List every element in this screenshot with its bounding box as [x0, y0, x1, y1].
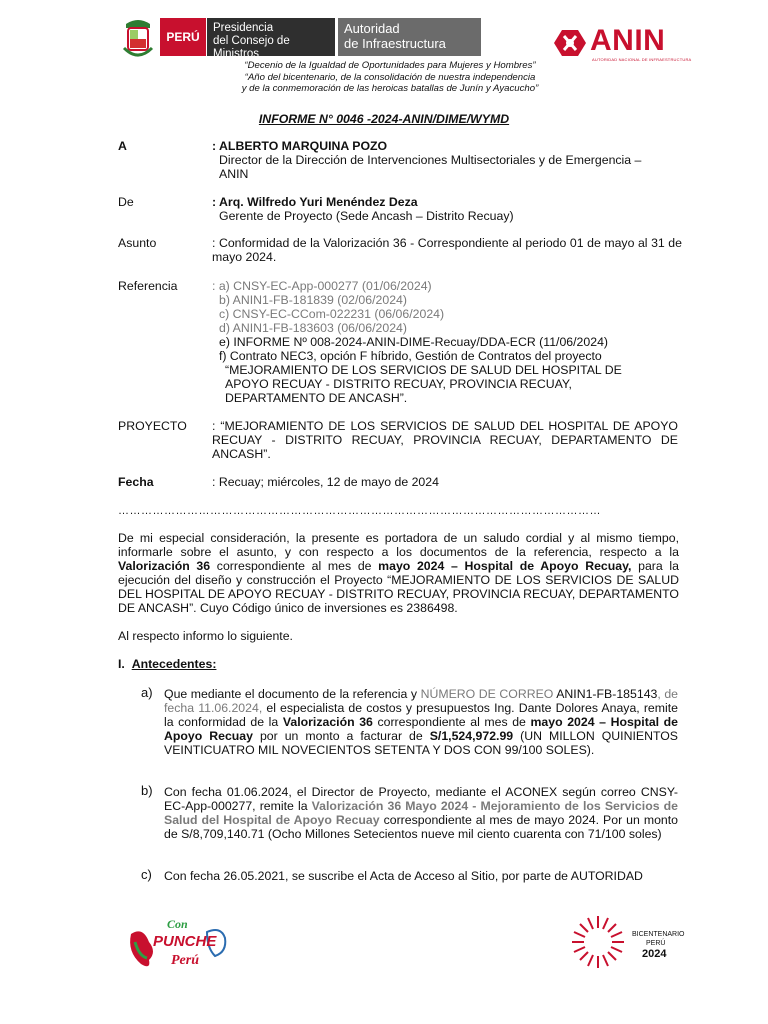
- fecha-value: : Recuay; miércoles, 12 de mayo de 2024: [212, 475, 439, 489]
- section-number: I.: [118, 657, 125, 671]
- item-a-date: , de fecha 11.06.2024,: [164, 687, 679, 715]
- bicentenario-logo: [568, 912, 698, 972]
- intro-paragraph: [118, 531, 679, 615]
- item-a-part1: Que mediante el documento de la referencia y: [164, 687, 421, 701]
- de-block: [212, 195, 682, 223]
- intro-text-1: De mi especial consideración, la presente es portadora de un saludo cordial y al mismo tiempo, informarle sobre el asunto, y con respecto a los documentos de la referencia, respecto a la: [118, 531, 679, 559]
- footer-punche: PUNCHE: [153, 933, 217, 950]
- document-title: INFORME N° 0046 -2024-ANIN/DIME/WYMD: [258, 112, 510, 126]
- anin-logo-subtitle: AUTORIDAD NACIONAL DE INFRAESTRUCTURA: [592, 57, 692, 62]
- item-c-text: Con fecha 26.05.2021, se suscribe el Acta de Acceso al Sitio, por parte de AUTORIDAD: [164, 869, 643, 883]
- item-a-correo: NÚMERO DE CORREO: [420, 687, 554, 701]
- section-title: Antecedentes:: [131, 657, 217, 671]
- footer-con: Con: [167, 917, 188, 931]
- de-name: : Arq. Wilfredo Yuri Menéndez Deza: [212, 195, 418, 209]
- de-role: Gerente de Proyecto (Sede Ancash – Distrito Recuay): [219, 209, 514, 223]
- anin-logo-text: ANIN: [590, 24, 666, 57]
- ai-line2: de Infraestructura: [344, 36, 446, 51]
- decenio-line-1: “Decenio de la Igualdad de Oportunidades para Mujeres y Hombres”: [244, 60, 536, 71]
- autoridad-logo: [338, 18, 481, 56]
- peru-coat-of-arms-icon: [120, 18, 156, 58]
- intro-text-2: correspondiente al mes de: [210, 559, 379, 573]
- proyecto-value: : “MEJORAMIENTO DE LOS SERVICIOS DE SALUD DEL HOSPITAL DE APOYO RECUAY - DISTRITO RECUAY, PROVINCIA RECUAY, DEPARTAMENTO DE ANCASH”.: [212, 419, 678, 461]
- proyecto-label: PROYECTO: [118, 419, 187, 433]
- item-a-text: [164, 687, 678, 757]
- ref-item-f-line3: APOYO RECUAY - DISTRITO RECUAY, PROVINCIA RECUAY,: [225, 377, 572, 391]
- item-b-letter: b): [141, 783, 153, 798]
- a-role-2: ANIN: [219, 167, 249, 181]
- anin-emblem-icon: [552, 28, 588, 61]
- footer-bic-peru: PERÚ: [646, 940, 666, 947]
- item-b-part1: Con fecha 01.06.2024, el Director de Proyecto, mediante el ACONEX según correo CNSY-EC-App-000277, remite la: [164, 785, 678, 813]
- item-a-part7: correspondiente al mes de: [372, 715, 531, 729]
- decenio-line-2: “Año del bicentenario, de la consolidación de nuestra independencia: [244, 71, 536, 83]
- ref-item-f-line4: DEPARTAMENTO DE ANCASH”.: [225, 391, 408, 405]
- item-a-part11: (UN MILLON QUINIENTOS VEINTICUATRO MIL NOVECIENTOS SETENTA Y DOS CON 99/100 SOLES).: [164, 729, 679, 757]
- ref-item-f: f) Contrato NEC3, opción F híbrido, Gestión de Contratos del proyecto: [219, 349, 602, 363]
- section-heading: [118, 657, 216, 671]
- referencia-list: [212, 279, 682, 405]
- a-role-1: Director de la Dirección de Intervenciones Multisectoriales y de Emergencia –: [219, 153, 642, 167]
- item-c-letter: c): [141, 867, 152, 882]
- intro-val36: Valorización 36: [118, 559, 211, 573]
- a-label: A: [118, 139, 127, 153]
- item-b-valorizacion: Valorización 36 Mayo 2024 - Mejoramiento de los Servicios de Salud del Hospital de Apoyo Recuay: [164, 799, 678, 827]
- ref-item-a: : a) CNSY-EC-App-000277 (01/06/2024): [212, 279, 432, 293]
- ai-line1: Autoridad: [344, 21, 400, 36]
- intro-text-3: para la ejecución del diseño y construcción el Proyecto “MEJORAMIENTO DE LOS SERVICIOS DE SALUD DEL HOSPITAL DE APOYO RECUAY - DISTRITO RECUAY, PROVINCIA RECUAY, DEPARTAMENTO DE ANCASH”. Cuyo Código único de inversiones es 2386498.: [118, 559, 679, 615]
- item-b-text: [164, 785, 678, 841]
- item-a-part5: el especialista de costos y presupuestos Ing. Dante Dolores Anaya, remite la conformidad de la: [164, 701, 678, 729]
- ref-item-d: d) ANIN1-FB-183603 (06/06/2024): [219, 321, 407, 335]
- referencia-label: Referencia: [118, 279, 178, 293]
- de-label: De: [118, 195, 134, 209]
- pcm-line2: del Consejo de Ministros: [213, 35, 290, 60]
- item-a-letter: a): [141, 685, 153, 700]
- ref-item-f-line2: “MEJORAMIENTO DE LOS SERVICIOS DE SALUD DEL HOSPITAL DE: [225, 363, 622, 377]
- peru-logo: PERÚ: [160, 18, 206, 56]
- item-b-part3: correspondiente al mes de mayo 2024. Por un monto de S/8,709,140.71 (Ocho Millones Setecientos nueve mil ciento cuarenta con 71/100 soles): [164, 813, 679, 841]
- ref-item-b: b) ANIN1-FB-181839 (02/06/2024): [219, 293, 407, 307]
- separator-line: ………………………………………………………………………………………………………………: [118, 505, 601, 517]
- footer-peru: Perú: [171, 953, 199, 968]
- decenio-block: [180, 60, 600, 95]
- item-a-ref: ANIN1-FB-185143: [553, 687, 658, 701]
- fecha-label: Fecha: [118, 475, 154, 489]
- pcm-logo: [207, 18, 335, 60]
- footer-bicentenario: BICENTENARIO: [632, 931, 685, 938]
- ref-item-c: c) CNSY-EC-CCom-022231 (06/06/2024): [219, 307, 445, 321]
- con-punche-peru-logo: [123, 912, 233, 982]
- decenio-line-3: y de la conmemoración de las heroicas batallas de Junín y Ayacucho”: [241, 83, 539, 94]
- informo-paragraph: Al respecto informo lo siguiente.: [118, 629, 293, 643]
- intro-month: mayo 2024 – Hospital de Apoyo Recuay,: [378, 559, 632, 573]
- asunto-label: Asunto: [118, 236, 157, 250]
- footer-bic-year: 2024: [642, 948, 667, 960]
- item-a-month: mayo 2024 – Hospital de Apoyo Recuay: [164, 715, 679, 743]
- item-a-val36: Valorización 36: [282, 715, 373, 729]
- a-name: : ALBERTO MARQUINA POZO: [212, 139, 388, 153]
- a-block: [212, 139, 682, 181]
- ref-item-e: e) INFORME Nº 008-2024-ANIN-DIME-Recuay/DDA-ECR (11/06/2024): [219, 335, 608, 349]
- item-a-amount: S/1,524,972.99: [429, 729, 514, 743]
- item-a-part9: por un monto a facturar de: [252, 729, 430, 743]
- asunto-value: : Conformidad de la Valorización 36 - Correspondiente al periodo 01 de mayo al 31 de mayo 2024.: [212, 236, 682, 264]
- pcm-line1: Presidencia: [213, 22, 274, 34]
